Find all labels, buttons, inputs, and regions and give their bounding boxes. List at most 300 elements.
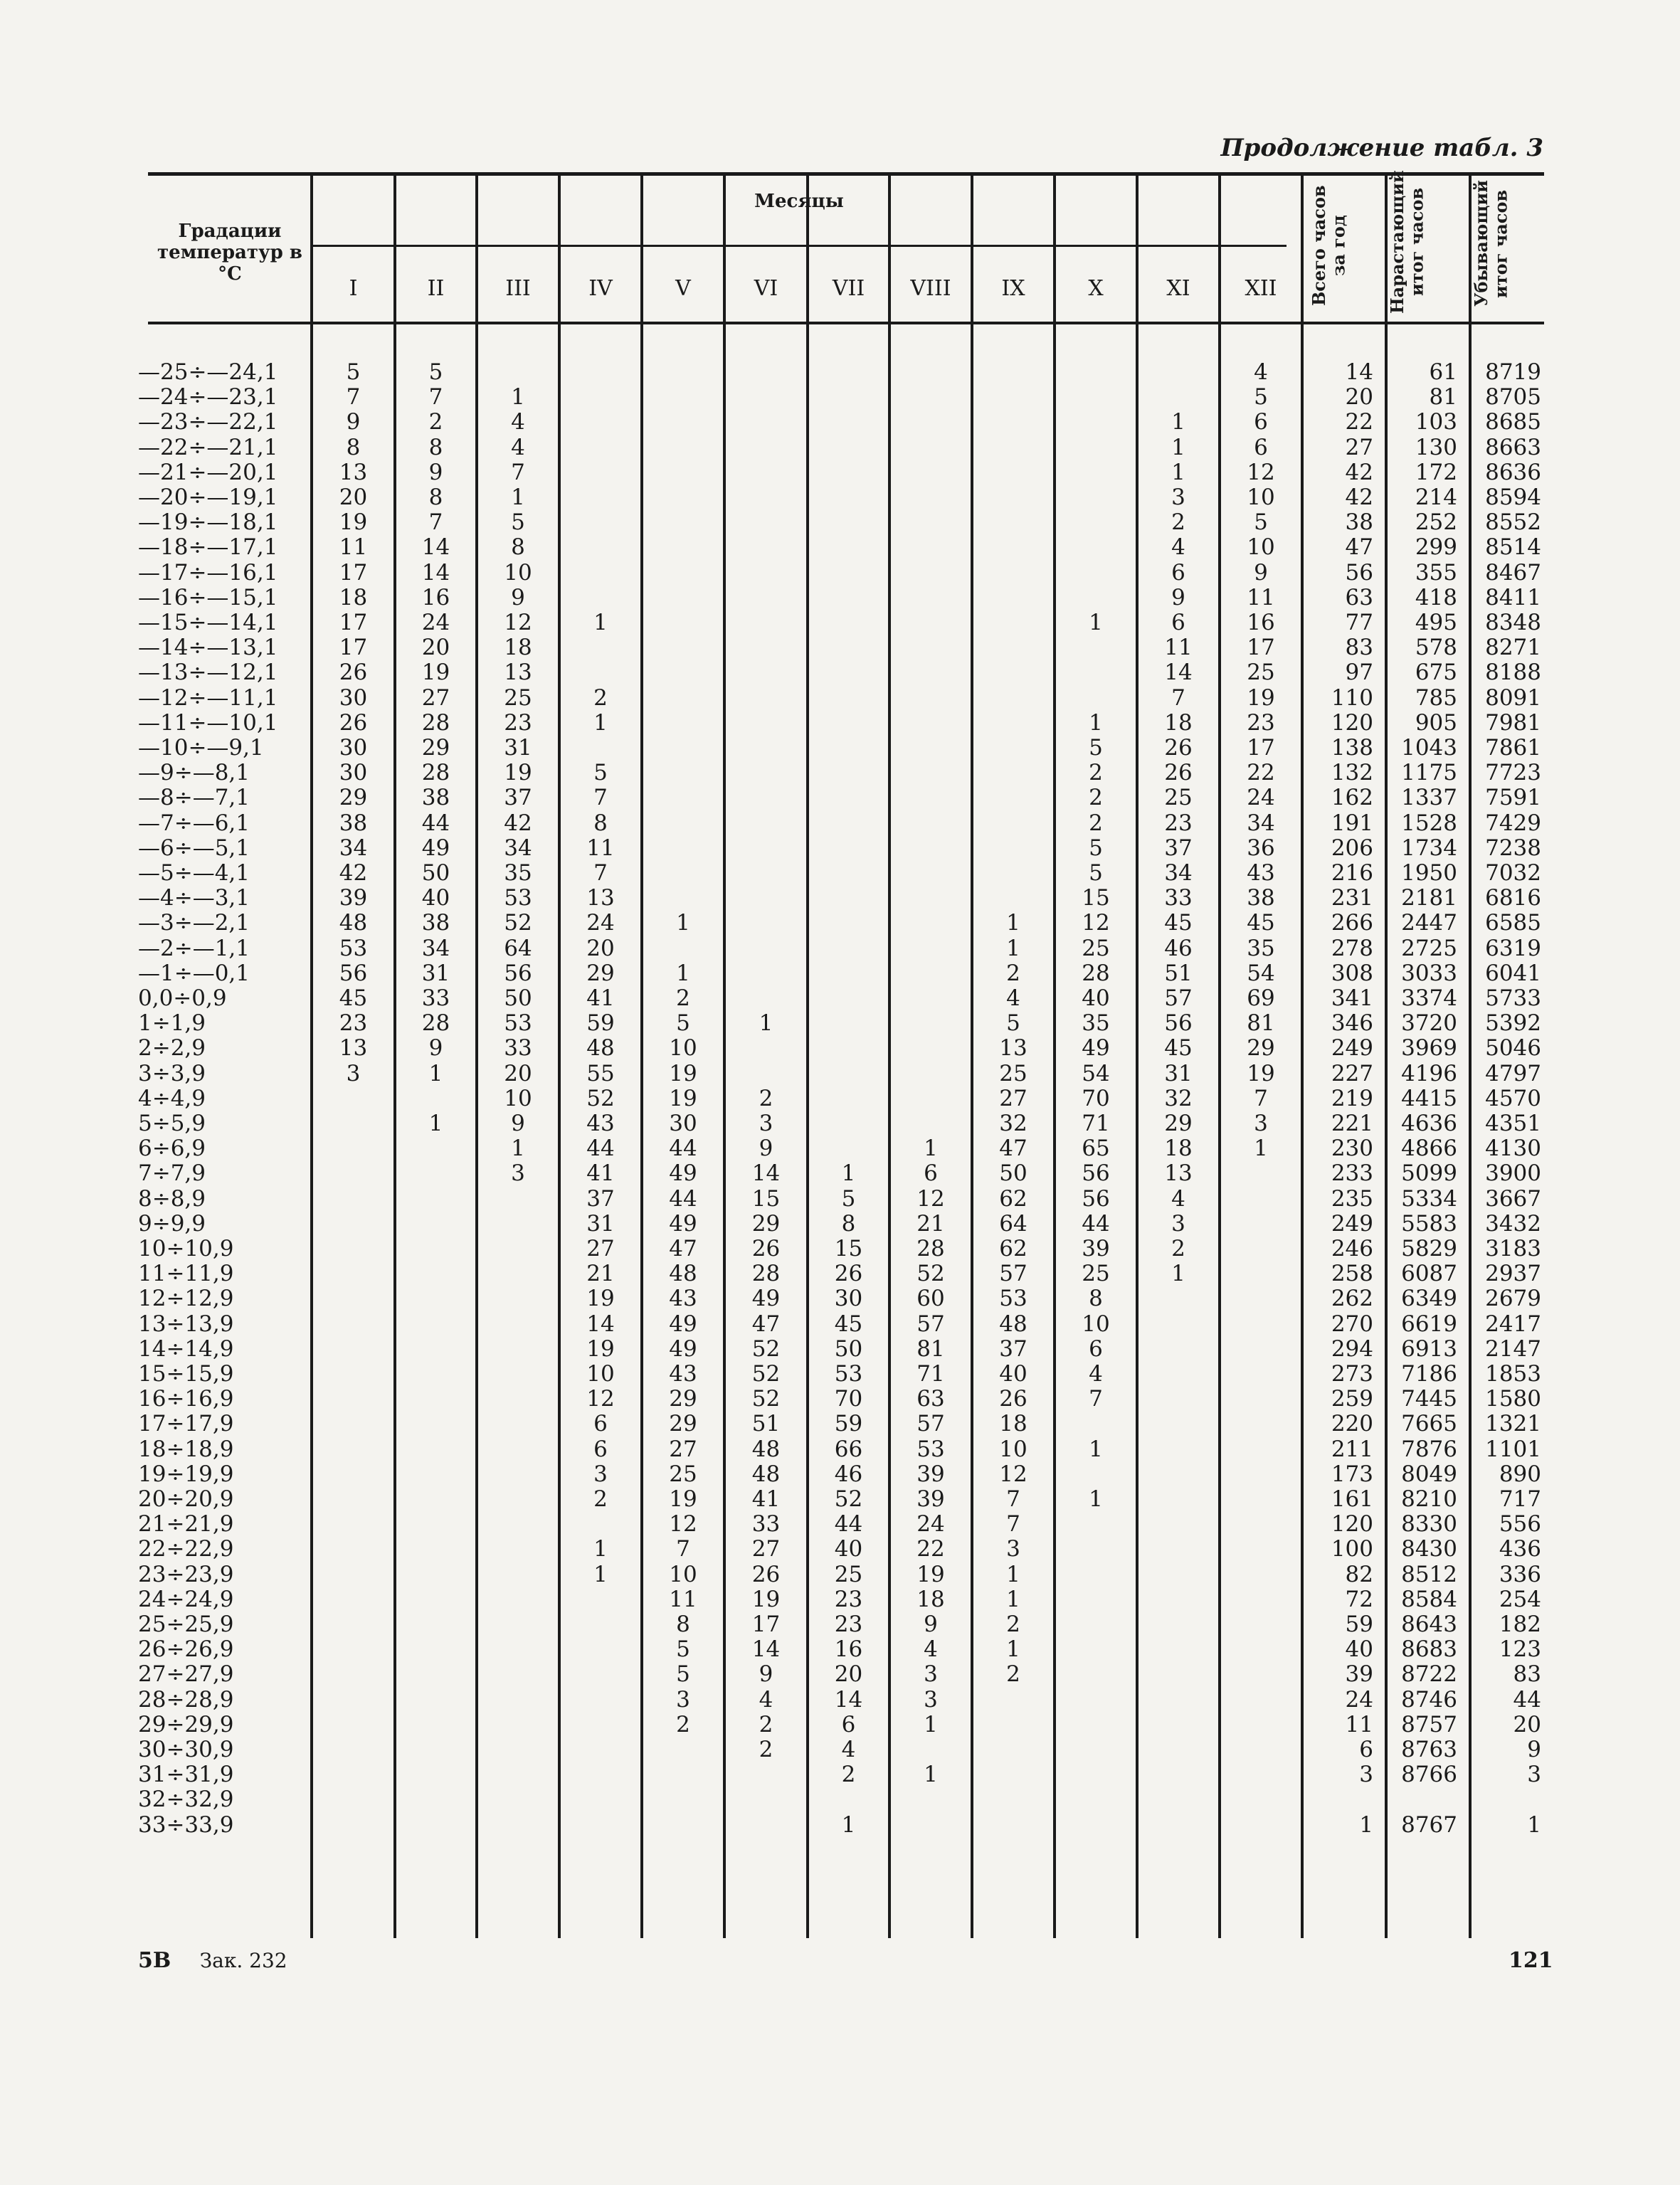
descending-hours-cell: 3667 [1485,1185,1541,1212]
month-hours-cell: 53 [504,885,532,911]
month-hours-cell: 29 [586,960,615,986]
cumulative-hours-cell: 2181 [1401,885,1457,911]
month-hours-cell: 6 [1254,434,1268,460]
temperature-gradation: 26÷26,9 [138,1636,234,1663]
descending-hours-cell: 890 [1499,1461,1541,1487]
total-hours-cell: 258 [1331,1261,1373,1287]
month-hours-cell: 13 [586,885,615,911]
month-hours-cell: 17 [339,610,368,635]
total-hours-cell: 56 [1345,559,1373,586]
month-hours-cell: 28 [421,709,450,736]
month-hours-cell: 56 [1082,1185,1110,1212]
month-hours-cell: 29 [751,1210,781,1237]
descending-hours-cell: 8188 [1485,660,1541,686]
month-hours-cell: 20 [339,485,368,510]
month-hours-cell: 54 [1247,960,1275,986]
month-hours-cell: 31 [1164,1060,1193,1086]
month-hours-cell: 1 [1171,434,1185,460]
total-hours-cell: 294 [1331,1335,1373,1362]
month-hours-cell: 29 [669,1386,697,1412]
month-hours-cell: 2 [759,1711,773,1737]
month-hours-cell: 49 [669,1160,697,1187]
month-hours-cell: 4 [1171,1185,1185,1212]
temperature-gradation: —18÷—17,1 [138,534,278,561]
month-hours-cell: 1 [1089,610,1103,635]
month-hours-cell: 38 [1247,885,1275,911]
temperature-gradation: 0,0÷0,9 [138,985,227,1011]
month-hours-cell: 8 [1089,1286,1103,1312]
temperature-gradation: —13÷—12,1 [138,660,278,686]
total-hours-cell: 235 [1331,1185,1373,1212]
month-hours-cell: 36 [1247,835,1275,861]
descending-hours-cell: 8685 [1485,409,1541,435]
month-hours-cell: 5 [676,1661,690,1688]
month-hours-cell: 8 [841,1210,856,1237]
month-hours-cell: 18 [1164,1136,1193,1162]
cumulative-hours-cell: 8330 [1401,1511,1457,1538]
month-hours-cell: 1 [924,1762,938,1788]
month-hours-cell: 45 [834,1311,863,1337]
month-hours-cell: 39 [916,1486,945,1512]
temperature-gradation: 6÷6,9 [138,1136,206,1162]
month-hours-cell: 15 [834,1236,863,1261]
cumulative-hours-cell: 8683 [1401,1636,1457,1663]
month-hours-cell: 56 [1082,1160,1110,1187]
descending-hours-cell: 6816 [1485,885,1541,911]
cumulative-hours-cell: 3033 [1401,960,1457,986]
month-hours-cell: 29 [1247,1035,1275,1062]
cumulative-hours-cell: 5334 [1401,1185,1457,1212]
temperature-gradation: 3÷3,9 [138,1060,206,1086]
month-hours-cell: 10 [1247,485,1275,510]
month-hours-cell: 48 [669,1261,697,1287]
month-hours-cell: 53 [916,1436,945,1462]
month-hours-cell: 39 [916,1461,945,1487]
cumulative-hours-cell: 81 [1429,384,1457,411]
descending-hours-cell: 2417 [1485,1311,1541,1337]
cumulative-hours-cell: 1337 [1401,785,1457,811]
month-hours-cell: 59 [834,1411,863,1437]
month-hours-cell: 13 [999,1035,1027,1062]
month-hours-cell: 1 [924,1136,938,1162]
month-hours-cell: 17 [339,635,368,661]
month-hours-cell: 52 [504,910,532,936]
month-hours-cell: 1 [1006,1636,1020,1663]
month-hours-cell: 37 [1164,835,1193,861]
month-hours-cell: 24 [916,1511,945,1538]
month-hours-cell: 70 [1082,1085,1110,1111]
month-hours-cell: 7 [1254,1085,1268,1111]
cumulative-hours-cell: 8767 [1401,1811,1457,1838]
descending-hours-cell: 556 [1499,1511,1541,1538]
month-hours-cell: 4 [1006,985,1020,1011]
month-hours-cell: 47 [751,1311,781,1337]
descending-hours-cell: 254 [1499,1586,1541,1612]
month-hours-cell: 48 [339,910,368,936]
cumulative-hours-cell: 1950 [1401,860,1457,886]
total-hours-cell: 42 [1345,485,1373,510]
temperature-gradation: 13÷13,9 [138,1311,234,1337]
month-hours-cell: 26 [339,660,368,686]
month-hours-cell: 3 [1171,485,1185,510]
month-hours-cell: 52 [586,1085,615,1111]
descending-hours-cell: 3183 [1485,1236,1541,1261]
descending-hours-cell: 7429 [1485,810,1541,836]
month-header: VI [754,276,778,301]
descending-hours-cell: 8719 [1485,359,1541,385]
month-hours-cell: 13 [339,1035,368,1062]
month-hours-cell: 20 [504,1060,532,1086]
month-hours-cell: 39 [1082,1236,1110,1261]
month-hours-cell: 1 [841,1160,856,1187]
cumulative-hours-cell: 5583 [1401,1210,1457,1237]
month-hours-cell: 47 [999,1136,1027,1162]
descending-hours-cell: 2147 [1485,1335,1541,1362]
cumulative-hours-cell: 4415 [1401,1085,1457,1111]
temperature-gradation: 12÷12,9 [138,1286,234,1312]
month-hours-cell: 3 [346,1060,361,1086]
month-hours-cell: 17 [339,559,368,586]
temperature-gradation: 11÷11,9 [138,1261,234,1287]
temperature-gradation: 1÷1,9 [138,1010,206,1037]
total-hours-cell: 110 [1331,684,1373,711]
month-hours-cell: 20 [586,935,615,961]
total-hours-cell: 249 [1331,1035,1373,1062]
month-hours-cell: 7 [346,384,361,411]
temperature-gradation: —23÷—22,1 [138,409,278,435]
cumulative-hours-cell: 6619 [1401,1311,1457,1337]
month-hours-cell: 5 [1089,735,1103,761]
month-hours-cell: 10 [1082,1311,1110,1337]
descending-hours-cell: 6041 [1485,960,1541,986]
month-hours-cell: 19 [504,760,532,786]
month-hours-cell: 43 [669,1361,697,1387]
cumulative-hours-cell: 8722 [1401,1661,1457,1688]
month-hours-cell: 31 [586,1210,615,1237]
descending-hours-cell: 2937 [1485,1261,1541,1287]
month-hours-cell: 34 [504,835,532,861]
temperature-gradation: 2÷2,9 [138,1035,206,1062]
month-hours-cell: 41 [586,985,615,1011]
month-hours-cell: 40 [421,885,450,911]
month-hours-cell: 38 [421,910,450,936]
month-hours-cell: 49 [669,1335,697,1362]
total-hours-cell: 346 [1331,1010,1373,1037]
month-hours-cell: 57 [999,1261,1027,1287]
month-hours-cell: 1 [1089,709,1103,736]
temperature-gradation: —24÷—23,1 [138,384,278,411]
month-hours-cell: 56 [1164,1010,1193,1037]
month-hours-cell: 52 [751,1361,781,1387]
month-hours-cell: 33 [751,1511,781,1538]
month-hours-cell: 30 [339,760,368,786]
month-hours-cell: 1 [1171,409,1185,435]
temperature-gradation: 14÷14,9 [138,1335,234,1362]
month-hours-cell: 3 [924,1661,938,1688]
month-hours-cell: 5 [1089,835,1103,861]
total-hours-cell: 6 [1359,1737,1373,1762]
temperature-gradation: —19÷—18,1 [138,509,278,536]
month-hours-cell: 1 [511,1136,525,1162]
month-hours-cell: 45 [1247,910,1275,936]
month-hours-cell: 44 [669,1136,697,1162]
month-hours-cell: 31 [504,735,532,761]
total-hours-cell: 120 [1331,709,1373,736]
total-hours-cell: 82 [1345,1561,1373,1587]
month-hours-cell: 37 [999,1335,1027,1362]
month-hours-cell: 7 [676,1536,690,1562]
cumulative-hours-cell: 675 [1415,660,1457,686]
cumulative-hours-cell: 3720 [1401,1010,1457,1037]
month-hours-cell: 57 [916,1311,945,1337]
total-hours-cell: 233 [1331,1160,1373,1187]
month-hours-cell: 18 [1164,709,1193,736]
month-hours-cell: 44 [834,1511,863,1538]
month-hours-cell: 12 [1082,910,1110,936]
descending-hours-cell: 1101 [1485,1436,1541,1462]
descending-hours-cell: 1853 [1485,1361,1541,1387]
month-hours-cell: 26 [751,1236,781,1261]
month-hours-cell: 18 [999,1411,1027,1437]
month-hours-cell: 10 [1247,534,1275,561]
cumulative-hours-cell: 4866 [1401,1136,1457,1162]
temperature-gradation: 19÷19,9 [138,1461,234,1487]
month-hours-cell: 64 [999,1210,1027,1237]
month-hours-cell: 32 [1164,1085,1193,1111]
month-hours-cell: 26 [1164,760,1193,786]
months-subheader-rule [312,245,1287,247]
total-hours-cell: 161 [1331,1486,1373,1512]
month-hours-cell: 51 [1164,960,1193,986]
month-hours-cell: 5 [1006,1010,1020,1037]
descending-hours-cell: 3 [1527,1762,1541,1788]
temperature-gradation: —10÷—9,1 [138,735,264,761]
temperature-gradation: 20÷20,9 [138,1486,234,1512]
month-hours-cell: 33 [1164,885,1193,911]
month-hours-cell: 56 [339,960,368,986]
month-hours-cell: 52 [751,1335,781,1362]
month-hours-cell: 9 [1254,559,1268,586]
month-hours-cell: 1 [676,960,690,986]
month-hours-cell: 8 [676,1612,690,1637]
month-hours-cell: 44 [586,1136,615,1162]
descending-hours-cell: 5046 [1485,1035,1541,1062]
month-hours-cell: 1 [1006,1586,1020,1612]
month-hours-cell: 1 [759,1010,773,1037]
month-hours-cell: 2 [1171,509,1185,536]
total-year-header: Всего часов за год [1309,185,1349,306]
month-hours-cell: 4 [511,409,525,435]
month-hours-cell: 19 [1247,1060,1275,1086]
month-hours-cell: 1 [1089,1486,1103,1512]
total-hours-cell: 22 [1345,409,1373,435]
cumulative-hours-cell: 4196 [1401,1060,1457,1086]
month-header: XII [1245,276,1277,301]
month-hours-cell: 26 [751,1561,781,1587]
month-hours-cell: 45 [1164,1035,1193,1062]
total-hours-cell: 262 [1331,1286,1373,1312]
descending-hours-cell: 20 [1513,1711,1541,1737]
temperature-gradation: —4÷—3,1 [138,885,250,911]
month-hours-cell: 7 [428,509,443,536]
month-hours-cell: 26 [339,709,368,736]
month-hours-cell: 40 [999,1361,1027,1387]
month-hours-cell: 10 [669,1035,697,1062]
month-hours-cell: 40 [1082,985,1110,1011]
month-hours-cell: 2 [841,1762,856,1788]
months-header: Месяцы [754,191,844,212]
temperature-gradation: —3÷—2,1 [138,910,250,936]
month-hours-cell: 25 [1082,1261,1110,1287]
month-hours-cell: 2 [1171,1236,1185,1261]
month-hours-cell: 25 [669,1461,697,1487]
total-hours-cell: 38 [1345,509,1373,536]
month-hours-cell: 1 [924,1711,938,1737]
month-hours-cell: 4 [511,434,525,460]
month-hours-cell: 3 [1006,1536,1020,1562]
cumulative-hours-cell: 905 [1415,709,1457,736]
month-hours-cell: 47 [669,1236,697,1261]
month-hours-cell: 19 [586,1286,615,1312]
month-hours-cell: 7 [511,459,525,485]
month-hours-cell: 29 [1164,1111,1193,1136]
month-hours-cell: 14 [421,559,450,586]
month-hours-cell: 25 [1164,785,1193,811]
month-hours-cell: 3 [511,1160,525,1187]
total-hours-cell: 77 [1345,610,1373,635]
temperature-gradation: 15÷15,9 [138,1361,234,1387]
descending-hours-cell: 5733 [1485,985,1541,1011]
month-hours-cell: 7 [1171,684,1185,711]
month-hours-cell: 1 [676,910,690,936]
month-hours-cell: 51 [751,1411,781,1437]
temperature-gradation: 17÷17,9 [138,1411,234,1437]
month-hours-cell: 18 [504,635,532,661]
month-hours-cell: 34 [1164,860,1193,886]
month-hours-cell: 2 [1006,1612,1020,1637]
page-number: 121 [1509,1948,1553,1973]
month-hours-cell: 5 [676,1010,690,1037]
month-hours-cell: 38 [339,810,368,836]
descending-hours-cell: 8594 [1485,485,1541,510]
cumulative-hours-cell: 6087 [1401,1261,1457,1287]
descending-hours-cell: 1321 [1485,1411,1541,1437]
month-hours-cell: 10 [669,1561,697,1587]
month-hours-cell: 1 [511,384,525,411]
month-header: II [427,276,445,301]
month-hours-cell: 1 [511,485,525,510]
header-bottom-rule [148,322,1544,324]
temperature-gradation: 16÷16,9 [138,1386,234,1412]
month-hours-cell: 9 [759,1661,773,1688]
month-hours-cell: 1 [1006,935,1020,961]
cumulative-hours-cell: 8766 [1401,1762,1457,1788]
month-hours-cell: 41 [586,1160,615,1187]
month-hours-cell: 23 [834,1586,863,1612]
month-hours-cell: 1 [593,610,608,635]
month-hours-cell: 11 [586,835,615,861]
temperature-gradation: 10÷10,9 [138,1236,234,1261]
month-hours-cell: 19 [916,1561,945,1587]
temperature-gradation: —11÷—10,1 [138,709,278,736]
month-hours-cell: 7 [1006,1511,1020,1538]
month-header: X [1088,276,1104,301]
total-hours-cell: 259 [1331,1386,1373,1412]
month-hours-cell: 65 [1082,1136,1110,1162]
cumulative-header: Нарастающий итог часов [1387,170,1427,314]
total-hours-cell: 24 [1345,1686,1373,1713]
month-hours-cell: 27 [669,1436,697,1462]
cumulative-hours-cell: 7445 [1401,1386,1457,1412]
total-hours-cell: 216 [1331,860,1373,886]
month-hours-cell: 5 [1089,860,1103,886]
month-hours-cell: 34 [339,835,368,861]
descending-hours-cell: 7981 [1485,709,1541,736]
descending-hours-cell: 4797 [1485,1060,1541,1086]
total-hours-cell: 227 [1331,1060,1373,1086]
month-hours-cell: 7 [593,785,608,811]
month-hours-cell: 3 [593,1461,608,1487]
cumulative-hours-cell: 8763 [1401,1737,1457,1762]
cumulative-hours-cell: 4636 [1401,1111,1457,1136]
month-hours-cell: 11 [1164,635,1193,661]
temperature-gradation: 7÷7,9 [138,1160,206,1187]
total-hours-cell: 173 [1331,1461,1373,1487]
month-hours-cell: 44 [1082,1210,1110,1237]
month-hours-cell: 52 [916,1261,945,1287]
month-hours-cell: 12 [586,1386,615,1412]
month-hours-cell: 32 [999,1111,1027,1136]
month-hours-cell: 3 [676,1686,690,1713]
month-hours-cell: 3 [759,1111,773,1136]
cumulative-hours-cell: 7665 [1401,1411,1457,1437]
temperature-gradation: —14÷—13,1 [138,635,278,661]
temperature-gradation: 29÷29,9 [138,1711,234,1737]
descending-hours-cell: 4351 [1485,1111,1541,1136]
total-hours-cell: 273 [1331,1361,1373,1387]
descending-hours-cell: 8091 [1485,684,1541,711]
month-hours-cell: 10 [504,1085,532,1111]
month-hours-cell: 7 [428,384,443,411]
total-hours-cell: 221 [1331,1111,1373,1136]
footer-left-mark [138,1948,287,1973]
month-hours-cell: 9 [924,1612,938,1637]
month-hours-cell: 48 [751,1436,781,1462]
month-hours-cell: 1 [1171,459,1185,485]
total-hours-cell: 270 [1331,1311,1373,1337]
cumulative-hours-cell: 1734 [1401,835,1457,861]
descending-hours-cell: 8663 [1485,434,1541,460]
total-hours-cell: 100 [1331,1536,1373,1562]
temperature-gradation: —20÷—19,1 [138,485,278,510]
month-hours-cell: 9 [346,409,361,435]
cumulative-hours-cell: 8757 [1401,1711,1457,1737]
month-hours-cell: 59 [586,1010,615,1037]
descending-hours-cell: 83 [1513,1661,1541,1688]
descending-hours-cell: 182 [1499,1612,1541,1637]
descending-hours-cell: 7238 [1485,835,1541,861]
month-hours-cell: 4 [1254,359,1268,385]
total-hours-cell: 249 [1331,1210,1373,1237]
total-hours-cell: 132 [1331,760,1373,786]
month-hours-cell: 14 [421,534,450,561]
temperature-gradation: —15÷—14,1 [138,610,278,635]
month-hours-cell: 46 [1164,935,1193,961]
total-hours-cell: 230 [1331,1136,1373,1162]
month-hours-cell: 15 [751,1185,781,1212]
month-hours-cell: 19 [669,1060,697,1086]
total-hours-cell: 278 [1331,935,1373,961]
